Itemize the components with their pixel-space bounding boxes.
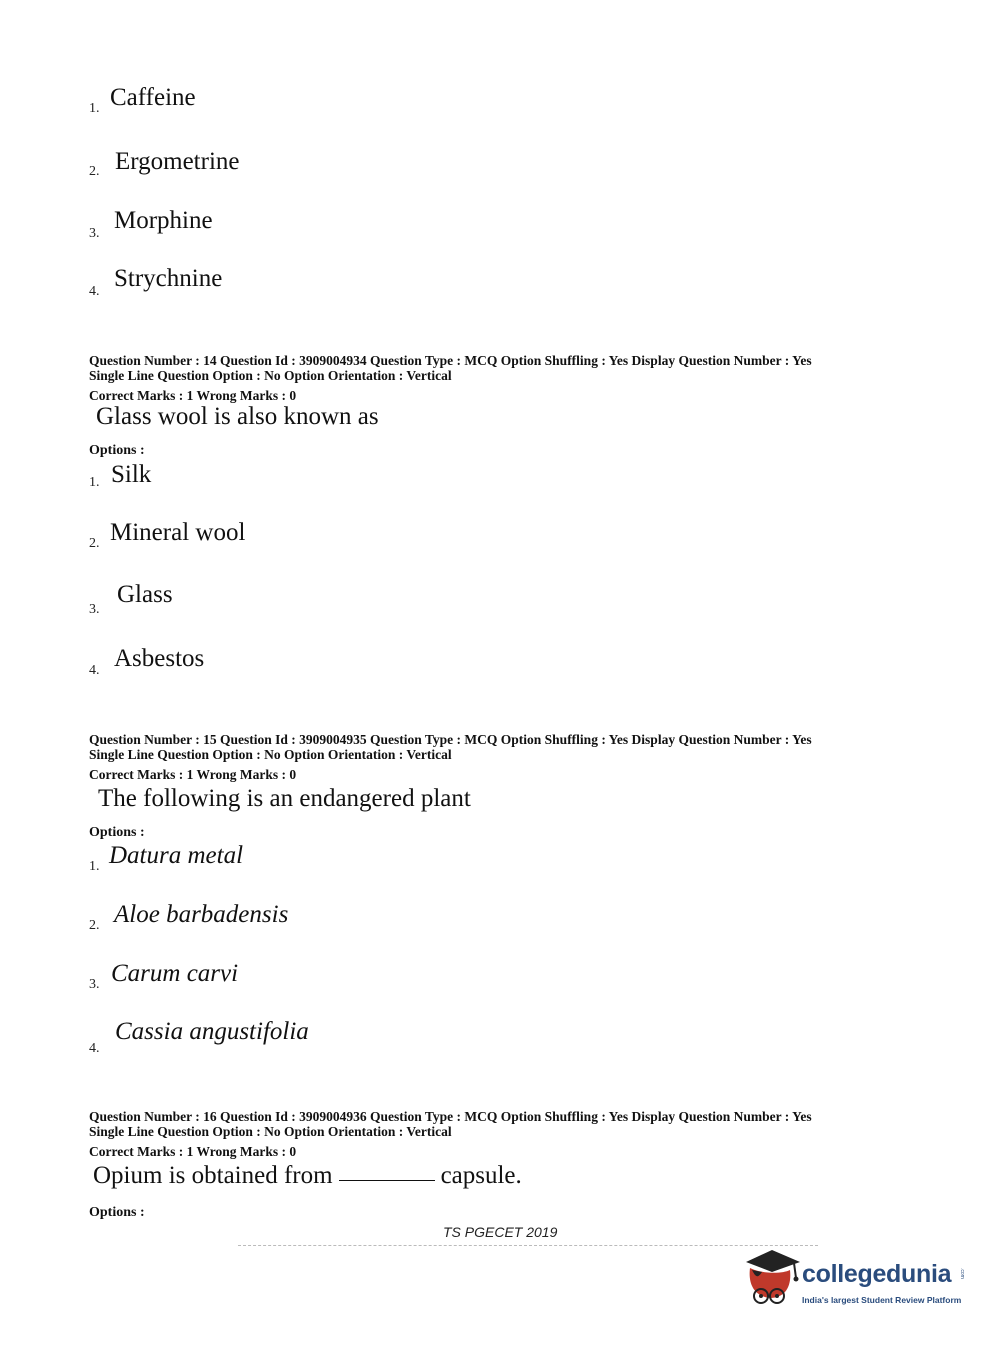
question-marks: Correct Marks : 1 Wrong Marks : 0 [89, 767, 297, 782]
option-text: Morphine [114, 207, 213, 234]
question-marks: Correct Marks : 1 Wrong Marks : 0 [89, 388, 297, 403]
question-stem: The following is an endangered plant [98, 785, 471, 812]
options-label: Options : [89, 1205, 145, 1220]
question-meta-line2: Single Line Question Option : No Option Orientation : Vertical [89, 368, 452, 383]
option-number: 1. [89, 859, 100, 874]
options-label: Options : [89, 443, 145, 458]
question-meta-line2: Single Line Question Option : No Option Orientation : Vertical [89, 747, 452, 762]
question-stem-before: Opium is obtained from [93, 1162, 333, 1189]
option-text: Datura metal [109, 842, 244, 869]
footer-divider [238, 1245, 818, 1246]
question-meta-line2: Single Line Question Option : No Option Orientation : Vertical [89, 1124, 452, 1139]
option-number: 2. [89, 164, 100, 179]
option-number: 3. [89, 226, 100, 241]
logo-tagline: India's largest Student Review Platform [802, 1295, 962, 1305]
option-text: Strychnine [114, 265, 223, 292]
option-text: Mineral wool [110, 519, 246, 546]
question-stem: Glass wool is also known as [96, 403, 379, 430]
option-text: Cassia angustifolia [115, 1018, 309, 1045]
logo-domain-suffix: .com [959, 1268, 965, 1279]
option-number: 2. [89, 918, 100, 933]
mascot-icon [740, 1248, 802, 1310]
option-number: 4. [89, 1041, 100, 1056]
option-number: 1. [89, 101, 100, 116]
footer-exam-name: TS PGECET 2019 [443, 1224, 558, 1240]
option-text: Asbestos [114, 645, 205, 672]
option-text: Aloe barbadensis [114, 901, 289, 928]
option-text: Ergometrine [115, 148, 240, 175]
option-text: Carum carvi [111, 960, 239, 987]
option-text: Caffeine [110, 84, 196, 111]
option-number: 2. [89, 536, 100, 551]
question-marks: Correct Marks : 1 Wrong Marks : 0 [89, 1144, 297, 1159]
question-stem [93, 1162, 522, 1190]
option-number: 3. [89, 602, 100, 617]
question-meta-line1: Question Number : 15 Question Id : 3909004935 Question Type : MCQ Option Shuffling : Yes Display Question Number : Yes [89, 732, 812, 747]
question-meta-line1: Question Number : 16 Question Id : 3909004936 Question Type : MCQ Option Shuffling : Yes Display Question Number : Yes [89, 1109, 812, 1124]
option-text: Silk [111, 461, 152, 488]
option-number: 4. [89, 284, 100, 299]
option-number: 3. [89, 977, 100, 992]
question-meta-line1: Question Number : 14 Question Id : 3909004934 Question Type : MCQ Option Shuffling : Yes Display Question Number : Yes [89, 353, 812, 368]
option-number: 1. [89, 475, 100, 490]
option-number: 4. [89, 663, 100, 678]
fill-in-blank [339, 1180, 435, 1181]
question-stem-after: capsule. [440, 1162, 522, 1189]
logo-wordmark: collegedunia [802, 1260, 952, 1288]
option-text: Glass [117, 581, 173, 608]
collegedunia-logo [740, 1248, 970, 1310]
options-label: Options : [89, 825, 145, 840]
